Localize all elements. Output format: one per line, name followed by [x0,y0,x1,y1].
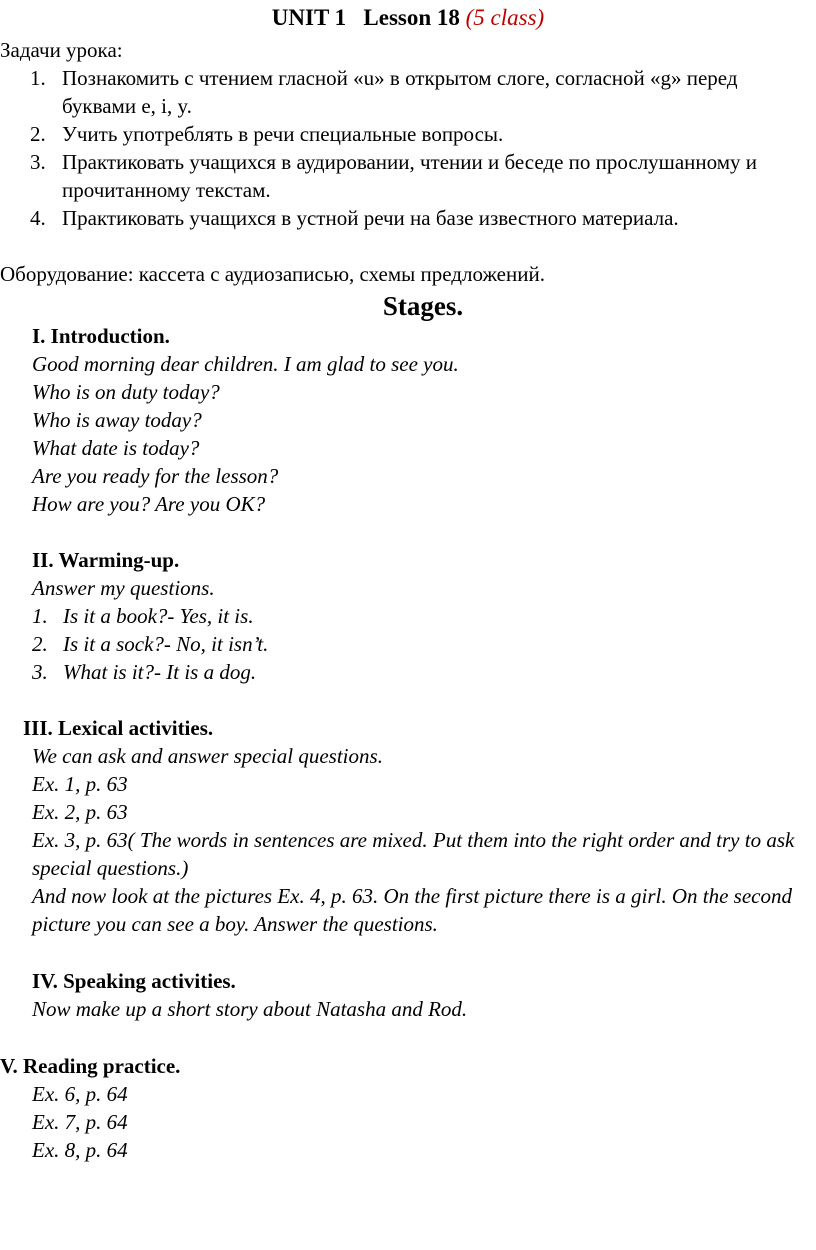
section-line: Ex. 3, p. 63( The words in sentences are mixed. Put them into the right order and try to ask special questions.) [32,828,795,880]
lesson-title [0,4,816,32]
section-line: And now look at the pictures Ex. 4, p. 63. On the first picture there is a girl. On the second picture you can see a boy. Answer the questions. [32,884,792,936]
section-line: Good morning dear children. I am glad to see you. [32,352,459,376]
question-item: 3. What is it?- It is a dog. [32,660,257,684]
unit-label: UNIT 1 [271,5,347,30]
section-intro: Answer my questions. [32,576,215,600]
class-note: (5 class) [465,5,545,30]
section-lexical-activities [23,714,812,938]
question-item: 1. Is it a book?- Yes, it is. [32,604,254,628]
section-speaking-activities [32,967,812,1023]
section-line: Now make up a short story about Natasha and Rod. [32,997,468,1021]
section-line: Ex. 1, p. 63 [32,772,128,796]
section-line: Who is on duty today? [32,380,220,404]
question-item: 2. Is it a sock?- No, it isn’t. [32,632,269,656]
section-line: Ex. 8, p. 64 [32,1138,128,1162]
section-heading: III. Lexical activities. [23,716,214,740]
section-line: Ex. 2, p. 63 [32,800,128,824]
section-warming-up [32,546,812,686]
question-list [32,602,812,686]
task-item: 4. Практиковать учащихся в устной речи на базе известного материала. [30,206,679,230]
section-introduction [32,322,812,518]
stages-heading: Stages. [382,291,464,321]
task-text: Познакомить с чтением гласной «u» в открытом слоге, согласной «g» перед буквами e, i, y. [62,66,738,118]
section-heading: IV. Speaking activities. [32,969,236,993]
section-line: What date is today? [32,436,200,460]
section-line: Who is away today? [32,408,202,432]
tasks-label: Задачи урока: [0,38,123,62]
lesson-label: Lesson 18 [363,5,460,30]
task-text: Практиковать учащихся в аудировании, чтении и беседе по прослушанному и прочитанному текстам. [62,150,758,202]
section-line: We can ask and answer special questions. [32,744,383,768]
section-reading-practice [0,1052,812,1164]
task-item: 3. Практиковать учащихся в аудировании, чтении и беседе по прослушанному и прочитанному текстам. [30,150,758,202]
equipment-line: Оборудование: кассета с аудиозаписью, схемы предложений. [0,262,545,286]
section-line: Ex. 7, p. 64 [32,1110,128,1134]
task-text: Учить употреблять в речи специальные вопросы. [62,122,504,146]
task-item: 2. Учить употреблять в речи специальные вопросы. [30,122,504,146]
section-heading: V. Reading practice. [0,1054,181,1078]
tasks-list [30,64,810,232]
section-line: Ex. 6, p. 64 [32,1082,128,1106]
section-heading: II. Warming-up. [32,548,180,572]
task-text: Практиковать учащихся в устной речи на базе известного материала. [62,206,679,230]
task-item: 1. Познакомить с чтением гласной «u» в открытом слоге, согласной «g» перед буквами e, i, y. [30,66,738,118]
section-line: How are you? Are you OK? [32,492,266,516]
section-line: Are you ready for the lesson? [32,464,279,488]
section-heading: I. Introduction. [32,324,170,348]
